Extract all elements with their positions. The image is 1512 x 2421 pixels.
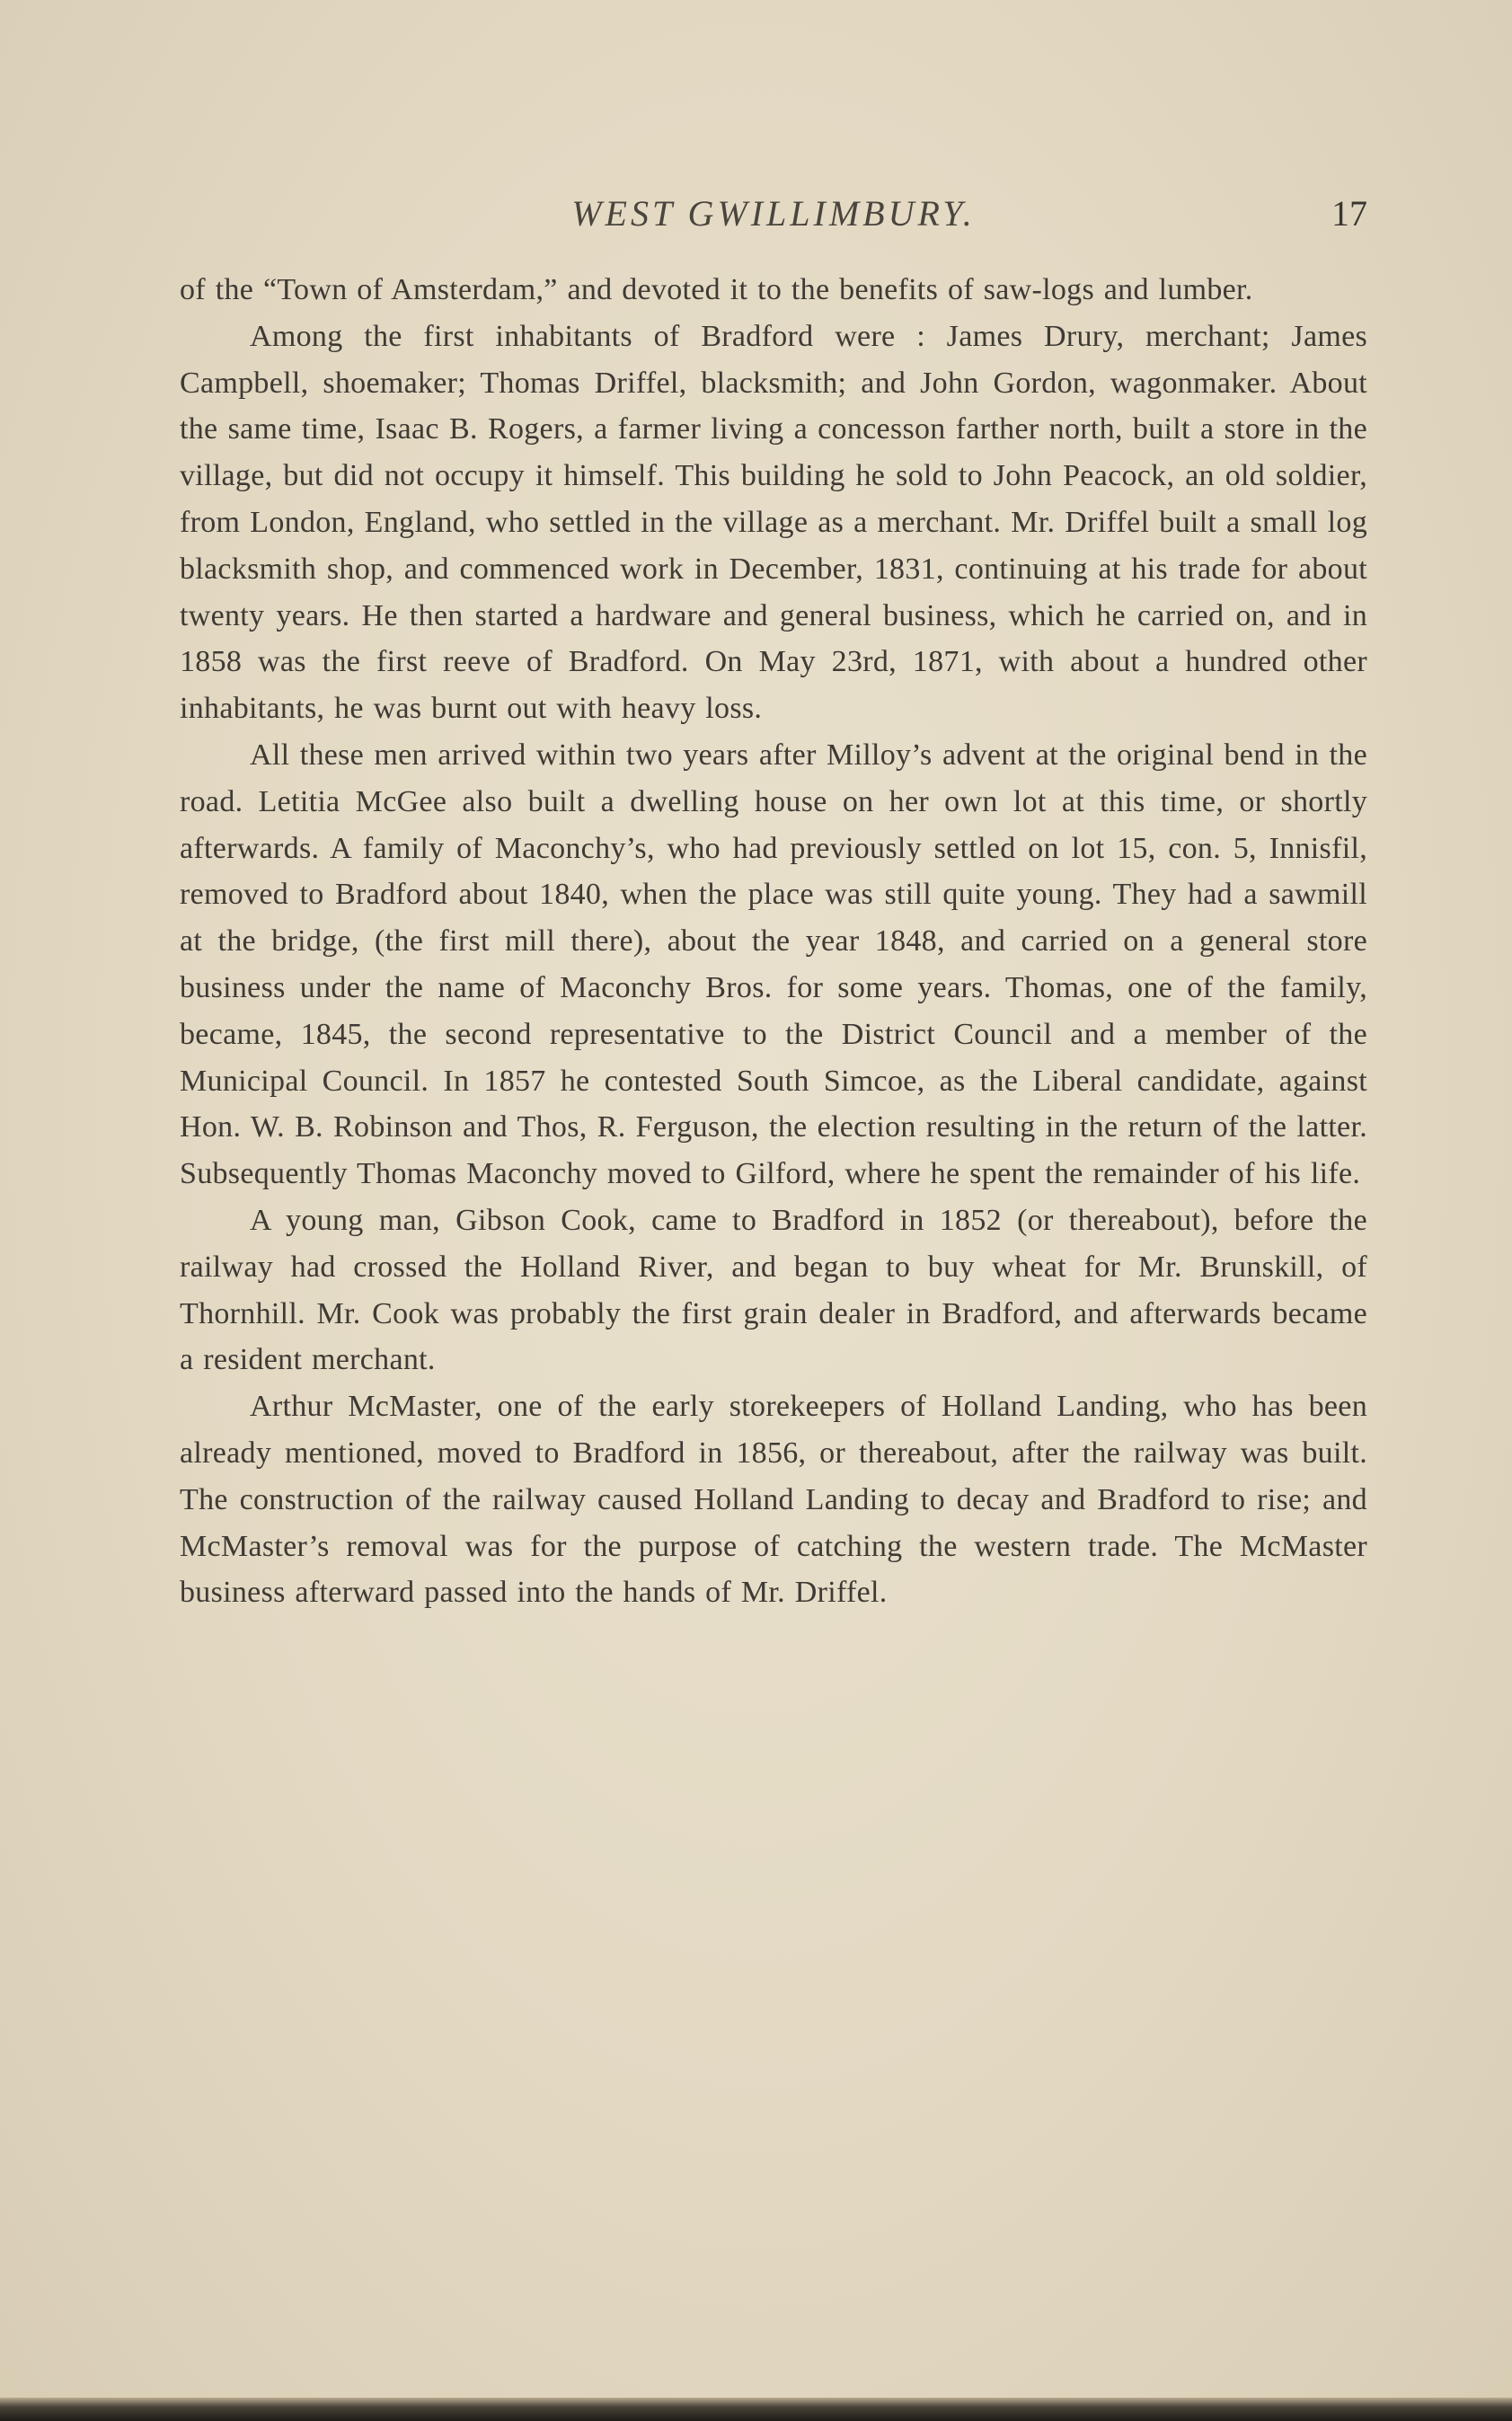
paragraph-4: A young man, Gibson Cook, came to Bradford in 1852 (or thereabout), before the railway had crossed the Holland River, and began to buy wheat for Mr. Brunskill, of Thornhill. Mr. Cook was probably the first grain dealer in Bradford, and afterwards became a resident merchant.: [180, 1203, 1367, 1377]
page-number: 17: [1331, 193, 1367, 234]
paragraph-2: Among the first inhabitants of Bradford were : James Drury, merchant; James Campbell, shoemaker; Thomas Driffel, blacksmith; and John Gordon, wagonmaker. About the same time, Isaac B. Rogers, a farmer living a concesson farther north, built a store in the village, but did not occupy it himself. This building he sold to John Peacock, an old soldier, from London, England, who settled in the village as a merchant. Mr. Driffel built a small log blacksmith shop, and commenced work in December, 1831, continuing at his trade for about twenty years. He then started a hardware and general business, which he carried on, and in 1858 was the first reeve of Bradford. On May 23rd, 1871, with about a hundred other inhabitants, he was burnt out with heavy loss.: [180, 319, 1367, 726]
text-body: [180, 267, 1367, 1616]
running-title: WEST GWILLIMBURY.: [571, 193, 976, 234]
paragraph-5: Arthur McMaster, one of the early storekeepers of Holland Landing, who has been already mentioned, moved to Bradford in 1856, or thereabout, after the railway was built. The construction of the railway caused Holland Landing to decay and Bradford to rise; and McMaster’s removal was for the purpose of catching the western trade. The McMaster business afterward passed into the hands of Mr. Driffel.: [180, 1390, 1367, 1610]
page-bottom-edge: [0, 2398, 1512, 2421]
paragraph-3: All these men arrived within two years after Milloy’s advent at the original bend in the road. Letitia McGee also built a dwelling house on her own lot at this time, or shortly afterwards. A family of Maconchy’s, who had previously settled on lot 15, con. 5, Innisfil, removed to Bradford about 1840, when the place was still quite young. They had a sawmill at the bridge, (the first mill there), about the year 1848, and carried on a general store business under the name of Maconchy Bros. for some years. Thomas, one of the family, became, 1845, the second representative to the District Council and a member of the Municipal Council. In 1857 he contested South Simcoe, as the Liberal candidate, against Hon. W. B. Robinson and Thos, R. Ferguson, the election resulting in the return of the latter. Subsequently Thomas Maconchy moved to Gilford, where he spent the remainder of his life.: [180, 738, 1367, 1191]
running-head: [180, 187, 1367, 241]
paragraph-1: of the “Town of Amsterdam,” and devoted it to the benefits of saw-logs and lumber.: [180, 273, 1253, 306]
